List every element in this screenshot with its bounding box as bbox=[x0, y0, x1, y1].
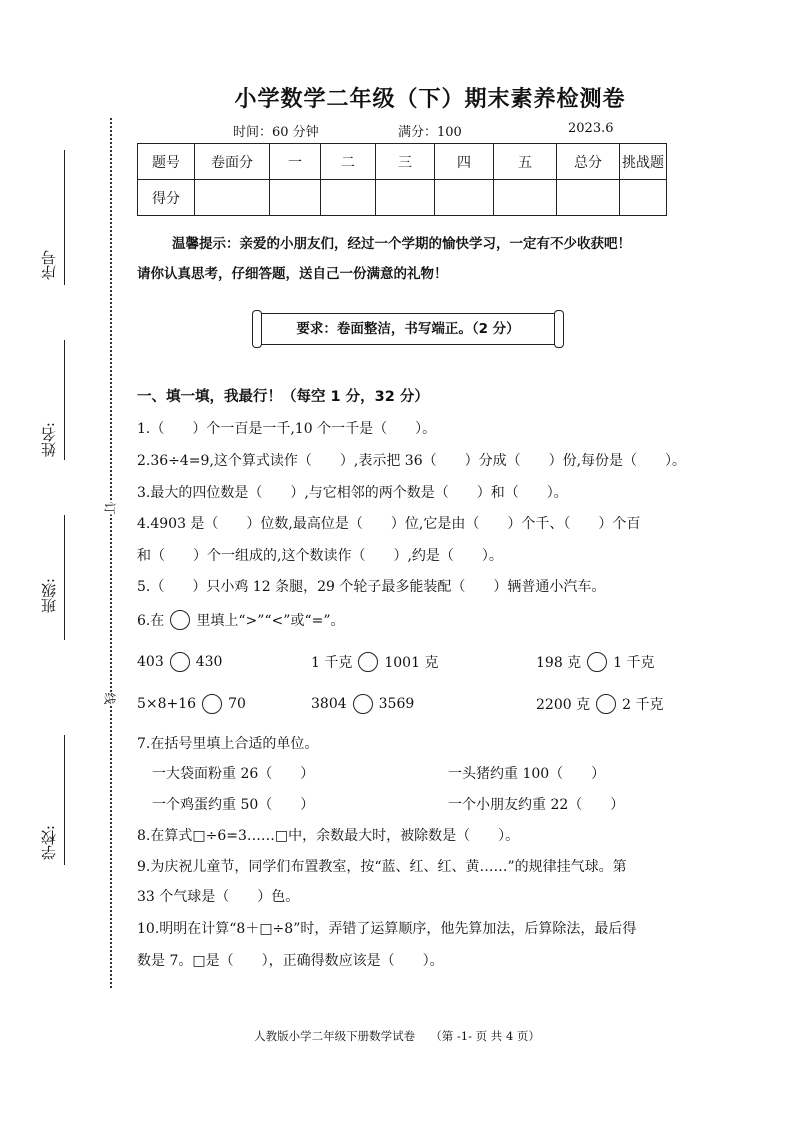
score-cell[interactable] bbox=[376, 180, 435, 216]
question-4-line2: 和（ ）个一组成的,这个数读作（ ）,约是（ ）。 bbox=[137, 548, 503, 564]
question-7: 7.在括号里填上合适的单位。 bbox=[137, 736, 319, 752]
unit-item: 一个鸡蛋约重 50（ ） bbox=[152, 797, 315, 813]
question-9-line2: 33 个气球是（ ）色。 bbox=[137, 889, 300, 905]
compare-right: 1001 克 bbox=[384, 655, 439, 671]
class-label: 班级: bbox=[40, 578, 58, 614]
binding-dotted-line bbox=[110, 118, 112, 988]
score-cell[interactable] bbox=[321, 180, 376, 216]
compare-circle[interactable] bbox=[170, 652, 190, 672]
page-footer: 人教版小学二年级下册数学试卷 （第 -1- 页 共 4 页） bbox=[254, 1029, 540, 1043]
circle-icon bbox=[170, 610, 190, 630]
compare-circle[interactable] bbox=[596, 694, 616, 714]
score-header-cell: 一 bbox=[270, 144, 321, 180]
score-header-cell: 四 bbox=[435, 144, 494, 180]
score-cell[interactable] bbox=[620, 180, 667, 216]
score-table bbox=[137, 143, 667, 216]
question-8: 8.在算式□÷6=3……□中，余数最大时，被除数是（ ）。 bbox=[137, 828, 520, 844]
requirement-scroll: 要求：卷面整洁，书写端正。（2 分） bbox=[258, 313, 558, 345]
compare-right: 430 bbox=[195, 654, 223, 670]
compare-item bbox=[311, 694, 414, 714]
name-label: 姓名: bbox=[40, 422, 58, 458]
score-row-label: 得分 bbox=[138, 180, 195, 216]
tip-line-1: 温馨提示：亲爱的小朋友们，经过一个学期的愉快学习，一定有不少收获吧！ bbox=[172, 236, 631, 252]
class-line bbox=[64, 515, 65, 640]
score-cell[interactable] bbox=[557, 180, 620, 216]
compare-item bbox=[137, 652, 222, 672]
unit-item: 一大袋面粉重 26（ ） bbox=[152, 766, 315, 782]
question-6 bbox=[137, 610, 345, 630]
xuhao-line bbox=[64, 150, 65, 285]
exam-date: 2023.6 bbox=[568, 121, 614, 136]
score-header-cell: 总分 bbox=[557, 144, 620, 180]
compare-right: 3569 bbox=[378, 696, 415, 712]
binding-xian-char: 线 bbox=[102, 692, 117, 705]
compare-left: 5×8+16 bbox=[137, 696, 197, 712]
compare-left: 3804 bbox=[311, 696, 347, 712]
compare-right: 70 bbox=[228, 696, 246, 712]
compare-left: 198 克 bbox=[536, 655, 582, 671]
compare-item bbox=[137, 694, 246, 714]
score-header-cell: 二 bbox=[321, 144, 376, 180]
score-cell[interactable] bbox=[435, 180, 494, 216]
exam-full-score: 满分：100 bbox=[398, 125, 462, 140]
question-2: 2.36÷4=9,这个算式读作（ ）,表示把 36（ ）分成（ ）份,每份是（ ）。 bbox=[137, 453, 687, 469]
compare-circle[interactable] bbox=[358, 652, 378, 672]
question-3: 3.最大的四位数是（ ）,与它相邻的两个数是（ ）和（ ）。 bbox=[137, 485, 568, 501]
score-header-cell: 卷面分 bbox=[195, 144, 270, 180]
unit-item: 一个小朋友约重 22（ ） bbox=[448, 797, 625, 813]
compare-item bbox=[311, 652, 438, 672]
score-header-cell: 题号 bbox=[138, 144, 195, 180]
question-1: 1.（ ）个一百是一千,10 个一千是（ ）。 bbox=[137, 421, 437, 437]
question-10-line1: 10.明明在计算“8＋□÷8”时，弄错了运算顺序，他先算加法，后算除法，最后得 bbox=[137, 921, 637, 937]
compare-item bbox=[536, 652, 655, 672]
unit-item: 一头猪约重 100（ ） bbox=[448, 766, 606, 782]
score-header-cell: 五 bbox=[494, 144, 557, 180]
exam-title: 小学数学二年级（下）期末素养检测卷 bbox=[234, 86, 626, 112]
school-label: 学校: bbox=[40, 825, 58, 861]
tip-line-2: 请你认真思考，仔细答题，送自己一份满意的礼物！ bbox=[137, 266, 448, 282]
school-line bbox=[64, 735, 65, 865]
question-4-line1: 4.4903 是（ ）位数,最高位是（ ）位,它是由（ ）个千、（ ）个百 bbox=[137, 516, 641, 532]
question-9-line1: 9.为庆祝儿童节，同学们布置教室，按“蓝、红、红、黄……”的规律挂气球。第 bbox=[137, 859, 627, 875]
name-line bbox=[64, 340, 65, 460]
question-5: 5.（ ）只小鸡 12 条腿，29 个轮子最多能装配（ ）辆普通小汽车。 bbox=[137, 579, 606, 595]
xuhao-label: 序号 bbox=[40, 250, 58, 280]
question-10-line2: 数是 7。□是（ ），正确得数应该是（ ）。 bbox=[137, 953, 444, 969]
compare-left: 403 bbox=[137, 654, 164, 670]
compare-right: 1 千克 bbox=[613, 655, 655, 671]
question-6-prefix: 6.在 bbox=[137, 613, 165, 629]
score-cell[interactable] bbox=[195, 180, 270, 216]
score-header-cell: 三 bbox=[376, 144, 435, 180]
compare-circle[interactable] bbox=[202, 694, 222, 714]
compare-circle[interactable] bbox=[587, 652, 607, 672]
score-cell[interactable] bbox=[494, 180, 557, 216]
compare-item bbox=[536, 694, 663, 714]
exam-time: 时间：60 分钟 bbox=[233, 125, 319, 140]
binding-ding-char: 订 bbox=[102, 502, 117, 515]
compare-left: 2200 克 bbox=[536, 697, 591, 713]
score-table-score-row bbox=[138, 180, 667, 216]
compare-right: 2 千克 bbox=[622, 697, 664, 713]
score-header-cell: 挑战题 bbox=[620, 144, 667, 180]
compare-circle[interactable] bbox=[353, 694, 373, 714]
section1-title: 一、填一填，我最行！（每空 1 分，32 分） bbox=[137, 389, 429, 405]
score-cell[interactable] bbox=[270, 180, 321, 216]
compare-left: 1 千克 bbox=[311, 655, 353, 671]
question-6-suffix: 里填上“>”“<”或“=”。 bbox=[196, 613, 345, 629]
score-table-header-row bbox=[138, 144, 667, 180]
